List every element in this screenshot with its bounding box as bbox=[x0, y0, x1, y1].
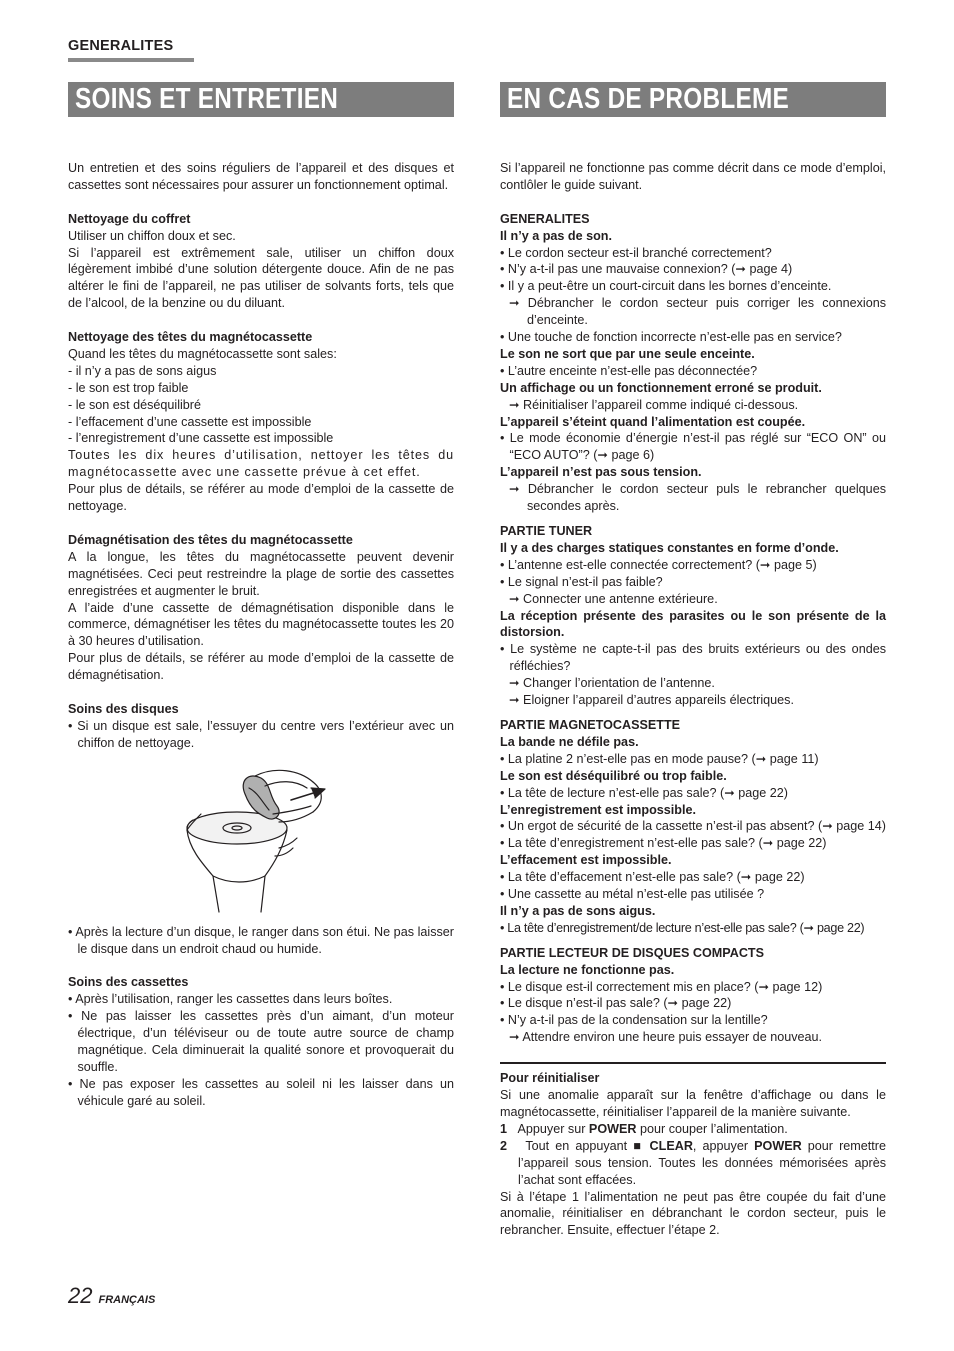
divider bbox=[500, 1062, 886, 1064]
bullet-item: • Le cordon secteur est-il branché correctement? bbox=[500, 245, 772, 260]
heading-cd: PARTIE LECTEUR DE DISQUES COMPACTS bbox=[500, 945, 765, 960]
title-banner-soins bbox=[68, 82, 454, 117]
problem-question: L’effacement est impossible. bbox=[500, 853, 672, 868]
problem-question: Il n’y a pas de sons aigus. bbox=[500, 903, 656, 918]
heading-magneto: PARTIE MAGNETOCASSETTE bbox=[500, 717, 681, 732]
step-text: Tout en appuyant bbox=[525, 1138, 634, 1153]
heading-tetes: Nettoyage des têtes du magnétocassette bbox=[68, 330, 313, 345]
language-label: FRANÇAIS bbox=[98, 1294, 156, 1306]
problem-question: La réception présente des parasites ou le son présente de la distorsion. bbox=[500, 608, 886, 640]
bullet-item: • La tête d’enregistrement n’est-elle pas sale? (➞ page 22) bbox=[500, 836, 827, 851]
bullet-item: • Il y a peut-être un court-circuit dans les bornes d’enceinte. bbox=[500, 279, 832, 294]
problem-question: L’appareil s’éteint quand l’alimentation est coupée. bbox=[500, 414, 806, 429]
dash-item: - le son est trop faible bbox=[68, 380, 189, 395]
bullet-item: • La platine 2 n’est-elle pas en mode pause? (➞ page 11) bbox=[500, 751, 819, 766]
left-column bbox=[68, 160, 454, 1110]
heading-coffret: Nettoyage du coffret bbox=[68, 211, 191, 226]
step-text: pour couper l’alimentation. bbox=[636, 1121, 788, 1136]
paragraph: Si à l’étape 1 l’alimentation ne peut pas être coupée du fait d’une anomalie, réinitialiser en débranchant le cordon secteur, puis le rebrancher. Ensuite, effectuer l’étape 2. bbox=[500, 1189, 886, 1238]
arrow-item: ➞ Débrancher le cordon secteur puls le rebrancher quelques secondes après. bbox=[509, 482, 886, 514]
paragraph: Utiliser un chiffon doux et sec. bbox=[68, 228, 236, 243]
problem-question: L’appareil n’est pas sous tension. bbox=[500, 465, 702, 480]
heading-tuner: PARTIE TUNER bbox=[500, 524, 593, 539]
bullet-item: • Après la lecture d’un disque, le ranger dans son étui. Ne pas laisser le disque dans un endroit chaud ou humide. bbox=[68, 924, 454, 956]
bullet-item: • Le mode économie d’énergie n’est-il pas réglé sur “ECO ON” ou “ECO AUTO”? (➞ page 6) bbox=[500, 431, 886, 463]
bullet-item: • Le système ne capte-t-il pas des bruits extérieurs ou des ondes réfléchies? bbox=[500, 642, 886, 674]
bullet-item: • Une touche de fonction incorrecte n’est-elle pas en service? bbox=[500, 330, 842, 345]
step-number: 1 bbox=[500, 1121, 508, 1136]
step-item bbox=[500, 1138, 886, 1189]
problem-question: Le son ne sort que par une seule enceinte. bbox=[500, 346, 755, 361]
title-banner-probleme bbox=[500, 82, 886, 117]
page-number: 22 bbox=[68, 1283, 93, 1308]
arrow-item: ➞ Réinitialiser l’appareil comme indiqué ci-dessous. bbox=[509, 397, 799, 412]
paragraph: Pour plus de détails, se référer au mode d’emploi de la cassette de nettoyage. bbox=[68, 482, 454, 514]
clear-key-label: ■ CLEAR bbox=[633, 1138, 693, 1153]
page-footer bbox=[68, 1283, 155, 1309]
bullet-item: • L’antenne est-elle connectée correctement? (➞ page 5) bbox=[500, 557, 817, 572]
bullet-item: • Ne pas laisser les cassettes près d’un aimant, d’un moteur électrique, d’un téléviseur ou de toute autre source de champ magnétique. Cela diminuerait la qualité sonore et provoquerait du souffle. bbox=[68, 1009, 454, 1074]
intro-paragraph: Si l’appareil ne fonctionne pas comme décrit dans ce mode d’emploi, contlôler le guide suivant. bbox=[500, 161, 886, 192]
power-key-label: POWER bbox=[588, 1121, 637, 1136]
bullet-item: • L’autre enceinte n’est-elle pas déconnectée? bbox=[500, 363, 758, 378]
power-key-label: POWER bbox=[754, 1138, 802, 1153]
step-number: 2 bbox=[500, 1138, 508, 1153]
heading-cassettes: Soins des cassettes bbox=[68, 975, 189, 990]
problem-question: Le son est déséquilibré ou trop faible. bbox=[500, 768, 727, 783]
section-tag: GENERALITES bbox=[68, 38, 174, 54]
bullet-item: • Après l’utilisation, ranger les cassettes dans leurs boîtes. bbox=[68, 992, 393, 1007]
dash-item: - l’enregistrement d’une cassette est impossible bbox=[68, 431, 334, 446]
heading-disques: Soins des disques bbox=[68, 701, 179, 716]
bullet-item: • Un ergot de sécurité de la cassette n’est-il pas absent? (➞ page 14) bbox=[500, 819, 886, 834]
bullet-item: • Si un disque est sale, l’essuyer du centre vers l’extérieur avec un chiffon de nettoyage. bbox=[68, 718, 454, 750]
heading-reset: Pour réinitialiser bbox=[500, 1071, 600, 1086]
intro-paragraph: Un entretien et des soins réguliers de l’appareil et des disques et cassettes sont nécessaires pour assurer un fonctionnement optimal. bbox=[68, 161, 454, 192]
paragraph: Toutes les dix heures d’utilisation, nettoyer les têtes du magnétocassette avec une cassette prévue à cet effet. bbox=[68, 448, 454, 480]
arrow-item: ➞ Eloigner l’appareil d’autres appareils électriques. bbox=[509, 693, 794, 708]
arrow-item: ➞ Débrancher le cordon secteur puis corriger les connexions d’enceinte. bbox=[509, 296, 886, 328]
section-tag-underline bbox=[68, 58, 194, 62]
bullet-item: • Le disque est-il correctement mis en place? (➞ page 12) bbox=[500, 979, 823, 994]
heading-demag: Démagnétisation des têtes du magnétocassette bbox=[68, 532, 353, 547]
dash-item: - il n’y a pas de sons aigus bbox=[68, 363, 217, 378]
disc-cleaning-illustration bbox=[179, 766, 329, 916]
page-title-left: SOINS ET ENTRETIEN bbox=[75, 83, 339, 115]
paragraph: A l’aide d’une cassette de démagnétisation disponible dans le commerce, démagnétiser les têtes du magnétocassette toutes les 20 à 30 heures d’utilisation. bbox=[68, 600, 454, 649]
paragraph: Quand les têtes du magnétocassette sont sales: bbox=[68, 346, 337, 361]
bullet-item: • Le signal n’est-il pas faible? bbox=[500, 574, 663, 589]
arrow-item: ➞ Changer l’orientation de l’antenne. bbox=[509, 676, 715, 691]
problem-question: La lecture ne fonctionne pas. bbox=[500, 962, 675, 977]
bullet-item: • N’y a-t-il pas de la condensation sur la lentille? bbox=[500, 1013, 768, 1028]
problem-question: Il y a des charges statiques constantes en forme d’onde. bbox=[500, 540, 839, 555]
paragraph: Si l’appareil est extrêmement sale, utiliser un chiffon doux légèrement imbibé d’une solution détergente douce. Afin de ne pas altérer le fini de l’appareil, ne pas utiliser de solvants forts, tels que de l’alcool, de la benzine ou du diluant. bbox=[68, 245, 454, 311]
step-text: Appuyer sur bbox=[517, 1121, 589, 1136]
arrow-item: ➞ Connecter une antenne extérieure. bbox=[509, 591, 718, 606]
bullet-item: • Une cassette au métal n’est-elle pas utilisée ? bbox=[500, 887, 765, 902]
step-text: , appuyer bbox=[692, 1138, 755, 1153]
bullet-item: • Ne pas exposer les cassettes au soleil ni les laisser dans un véhicule garé au soleil. bbox=[68, 1076, 454, 1108]
bullet-item: • La tête d’enregistrement/de lecture n’est-elle pas sale? (➞ page 22) bbox=[500, 920, 865, 935]
problem-question: L’enregistrement est impossible. bbox=[500, 802, 696, 817]
page-title-right: EN CAS DE PROBLEME bbox=[507, 83, 790, 115]
paragraph: A la longue, les têtes du magnétocassette peuvent devenir magnétisées. Ceci peut restreindre la plage de sortie des cassettes enregistrées et augmenter le bruit. bbox=[68, 549, 454, 598]
paragraph: Pour plus de détails, se référer au mode d’emploi de la cassette de démagnétisation. bbox=[68, 651, 454, 683]
dash-item: - le son est déséquilibré bbox=[68, 397, 202, 412]
problem-question: La bande ne défile pas. bbox=[500, 734, 639, 749]
bullet-item: • La tête d’effacement n’est-elle pas sale? (➞ page 22) bbox=[500, 870, 805, 885]
bullet-item: • Le disque n’est-il pas sale? (➞ page 22) bbox=[500, 996, 732, 1011]
step-text: pour remettre l’appareil sous tension. Toutes les données mémorisées après l’achat sont effacées. bbox=[518, 1138, 886, 1187]
problem-question: Un affichage ou un fonctionnement erroné se produit. bbox=[500, 380, 822, 395]
problem-question: Il n’y a pas de son. bbox=[500, 228, 612, 243]
dash-item: - l’effacement d’une cassette est impossible bbox=[68, 414, 312, 429]
bullet-item: • La tête de lecture n’est-elle pas sale? (➞ page 22) bbox=[500, 785, 788, 800]
paragraph: Si une anomalie apparaît sur la fenêtre d’affichage ou dans le magnétocassette, réinitialiser l’appareil de la manière suivante. bbox=[500, 1088, 886, 1120]
bullet-item: • N’y a-t-il pas une mauvaise connexion? (➞ page 4) bbox=[500, 262, 793, 277]
heading-generalites: GENERALITES bbox=[500, 211, 590, 226]
right-column bbox=[500, 160, 886, 1239]
arrow-item: ➞ Attendre environ une heure puis essayer de nouveau. bbox=[509, 1030, 823, 1045]
step-item bbox=[500, 1121, 886, 1138]
